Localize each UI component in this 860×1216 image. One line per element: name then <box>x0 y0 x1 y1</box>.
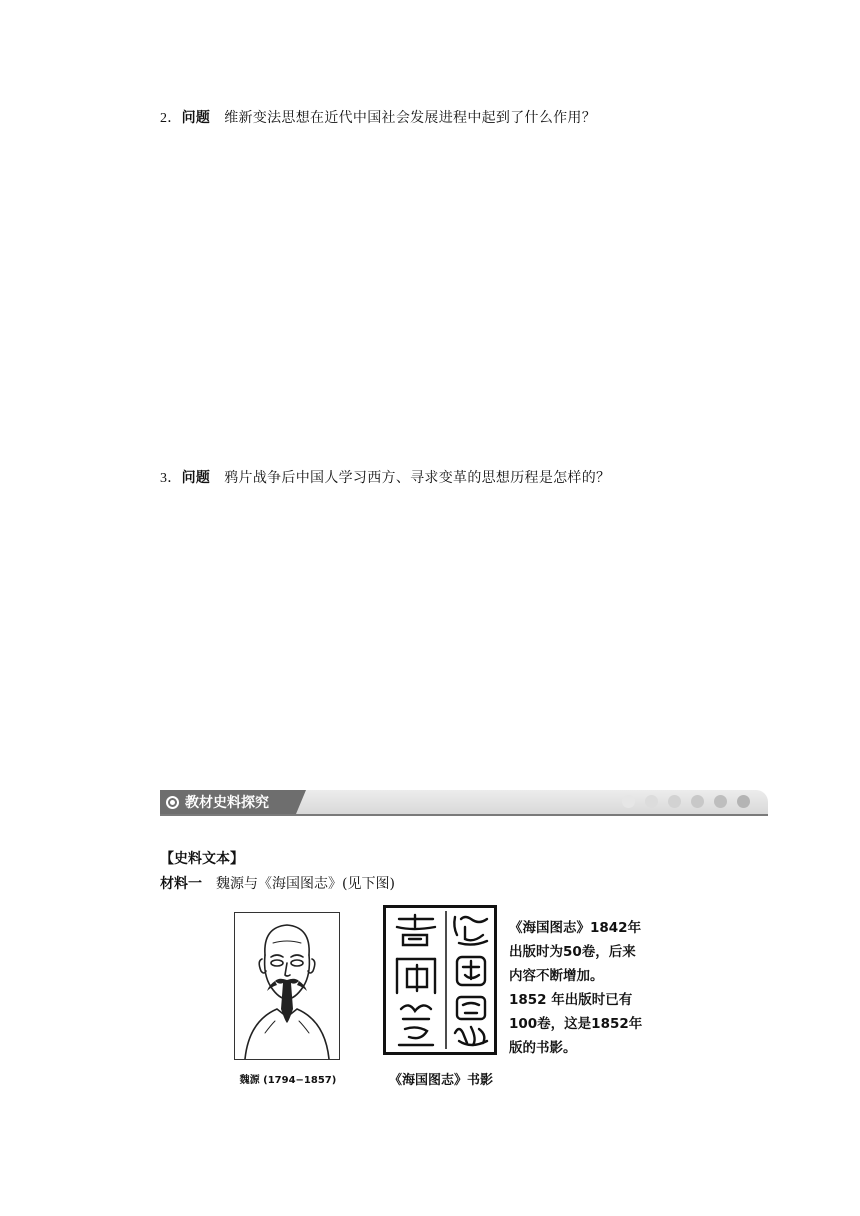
target-circle-icon <box>166 796 179 809</box>
material-label: 材料一 <box>160 876 202 892</box>
banner-dot-icon <box>668 795 681 808</box>
book-caption: 《海国图志》书影 <box>388 1073 493 1088</box>
question-3 <box>160 467 610 487</box>
banner-dot-icon <box>691 795 704 808</box>
portrait-caption: 魏源 (1794−1857) <box>239 1075 337 1086</box>
note-line: 《海国图志》1842年 <box>509 920 642 936</box>
question-2 <box>160 107 596 127</box>
question-text: 维新变法思想在近代中国社会发展进程中起到了什么作用？ <box>224 110 597 126</box>
note-line: 出版时为50卷，后来 <box>509 944 636 960</box>
material-line <box>160 873 395 893</box>
banner-tab <box>160 790 296 814</box>
note-line: 100卷，这是1852年 <box>509 1016 643 1032</box>
question-number: 2． <box>160 111 182 126</box>
banner-dot-icon <box>645 795 658 808</box>
section-heading: 【史料文本】 <box>160 851 244 867</box>
banner-underline <box>160 814 768 816</box>
note-line: 内容不断增加。 <box>509 968 604 984</box>
question-text: 鸦片战争后中国人学习西方、寻求变革的思想历程是怎样的？ <box>224 470 611 486</box>
portrait-image <box>234 912 340 1060</box>
note-line: 1852 年出版时已有 <box>509 992 633 1008</box>
section-banner <box>160 790 768 816</box>
banner-dot-icon <box>737 795 750 808</box>
portrait-sketch <box>235 913 339 1059</box>
book-seal-script <box>383 905 497 1055</box>
material-text: 魏源与《海国图志》(见下图) <box>216 876 395 892</box>
banner-dots <box>622 795 750 808</box>
banner-dot-icon <box>622 795 635 808</box>
question-label: 问题 <box>181 470 211 486</box>
banner-dot-icon <box>714 795 727 808</box>
banner-title: 教材史料探究 <box>185 795 269 811</box>
question-label: 问题 <box>181 110 211 126</box>
note-line: 版的书影。 <box>509 1040 577 1056</box>
book-note <box>509 916 669 1060</box>
book-cover-image <box>383 905 497 1055</box>
question-number: 3． <box>160 471 182 486</box>
